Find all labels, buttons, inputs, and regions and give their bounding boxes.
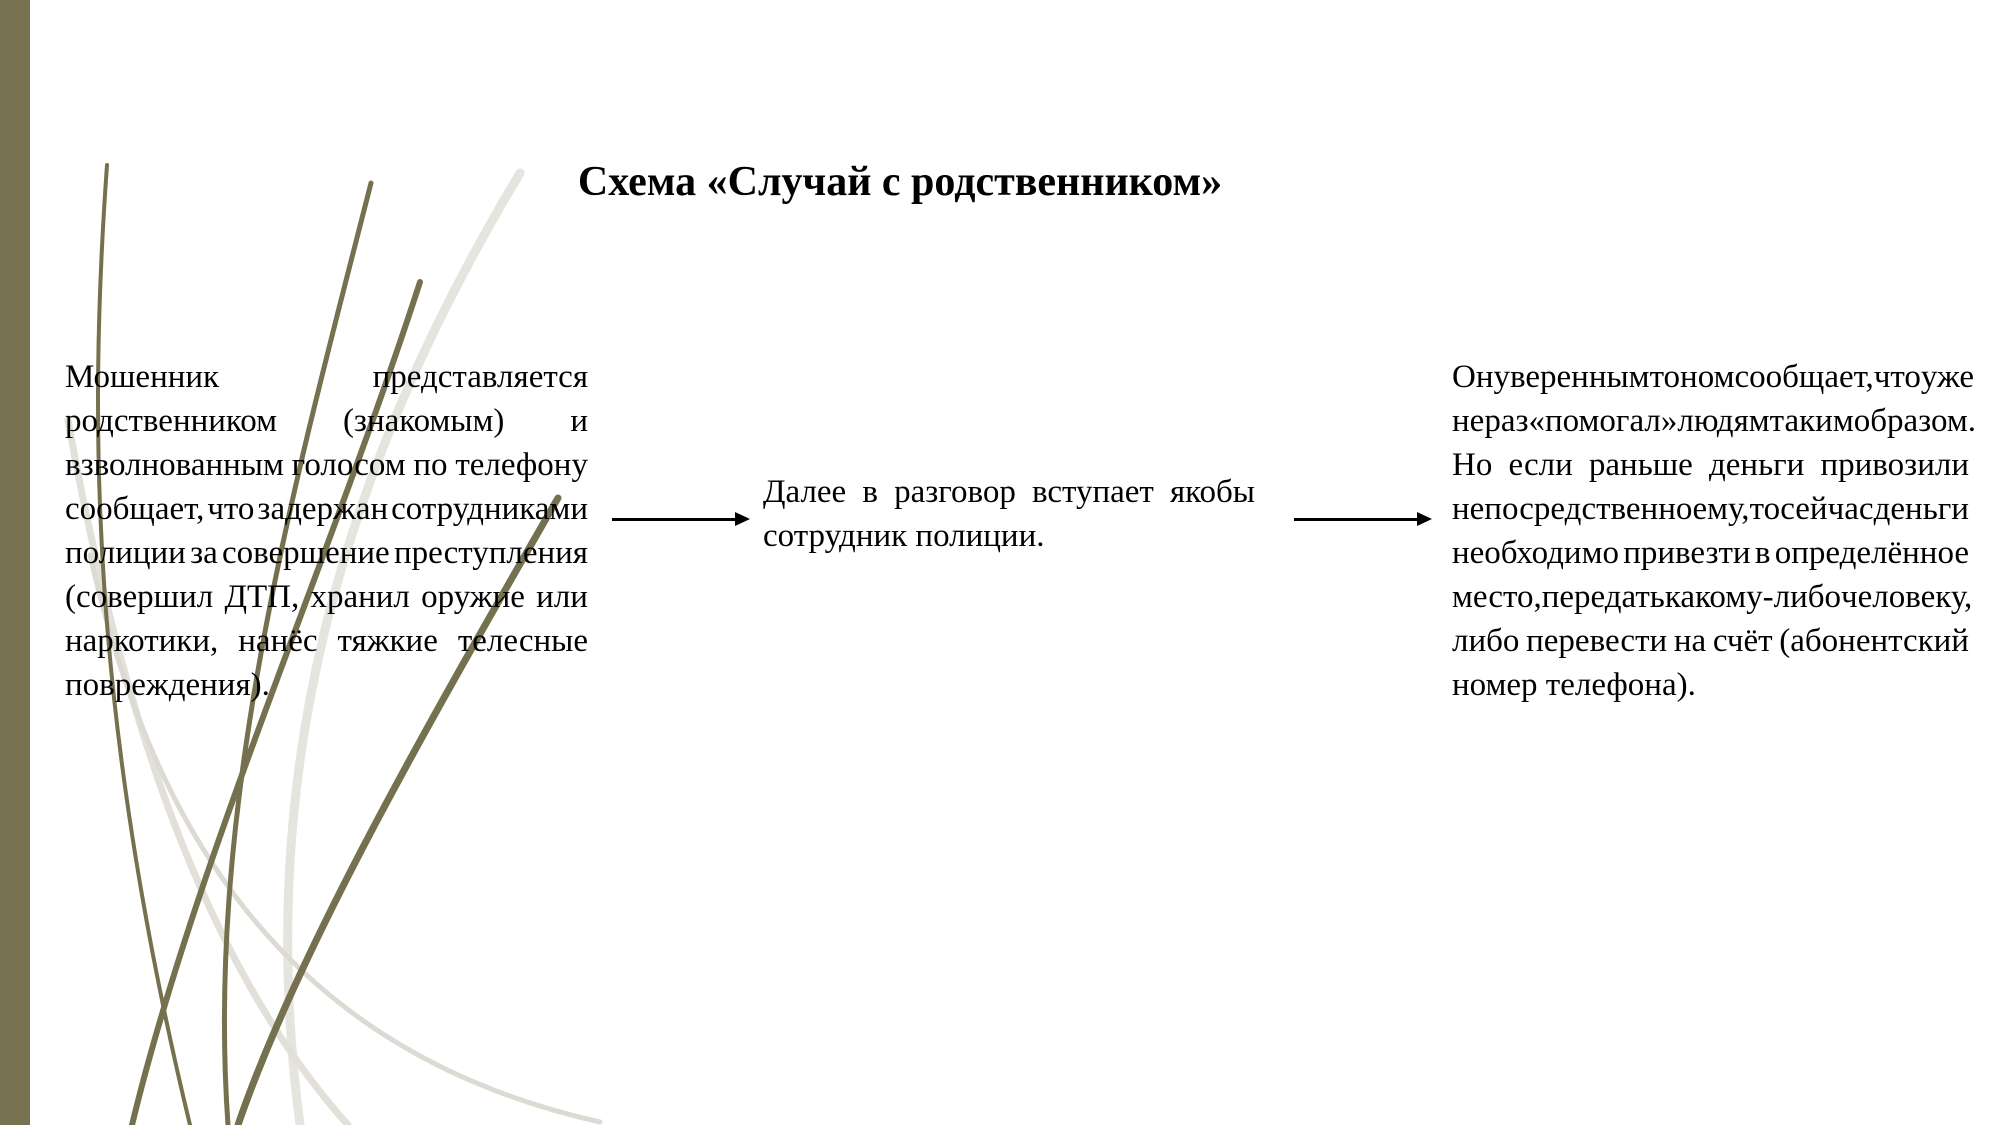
text-line: необходимо привезти в определённое [1452,535,1969,571]
arrowhead-icon [735,512,750,526]
step-3-textbox [1452,355,1976,707]
text-line: номер телефона). [1452,667,1696,703]
text-line: (совершил ДТП, хранил оружие или [65,579,588,615]
arrowhead-icon [1417,512,1432,526]
slide-title: Схема «Случай с родственником» [577,159,1223,205]
step-1-textbox [65,355,588,707]
text-line: повреждения). [65,667,270,703]
text-line: сообщает, что задержан сотрудниками [65,491,588,527]
text-line: Он уверенным тоном сообщает, что уже [1452,359,1974,395]
text-line: наркотики, нанёс тяжкие телесные [65,623,588,659]
text-line: Мошенник представляется [65,359,588,395]
text-line: место, передать какому-либо человеку, [1452,579,1973,615]
text-line: непосредственно ему, то сейчас деньги [1452,491,1969,527]
flow-arrow-1 [612,518,735,521]
left-accent-bar [0,0,30,1125]
text-line: не раз «помогал» людям таким образом. [1452,403,1976,439]
text-line: либо перевести на счёт (абонентский [1452,623,1969,659]
text-line: родственником (знакомым) и [65,403,588,439]
step-2-textbox [763,470,1255,558]
text-line: сотрудник полиции. [763,518,1045,554]
text-line: взволнованным голосом по телефону [65,447,588,483]
flow-arrow-2 [1294,518,1417,521]
text-line: Далее в разговор вступает якобы [763,474,1255,510]
text-line: полиции за совершение преступления [65,535,588,571]
text-line: Но если раньше деньги привозили [1452,447,1969,483]
